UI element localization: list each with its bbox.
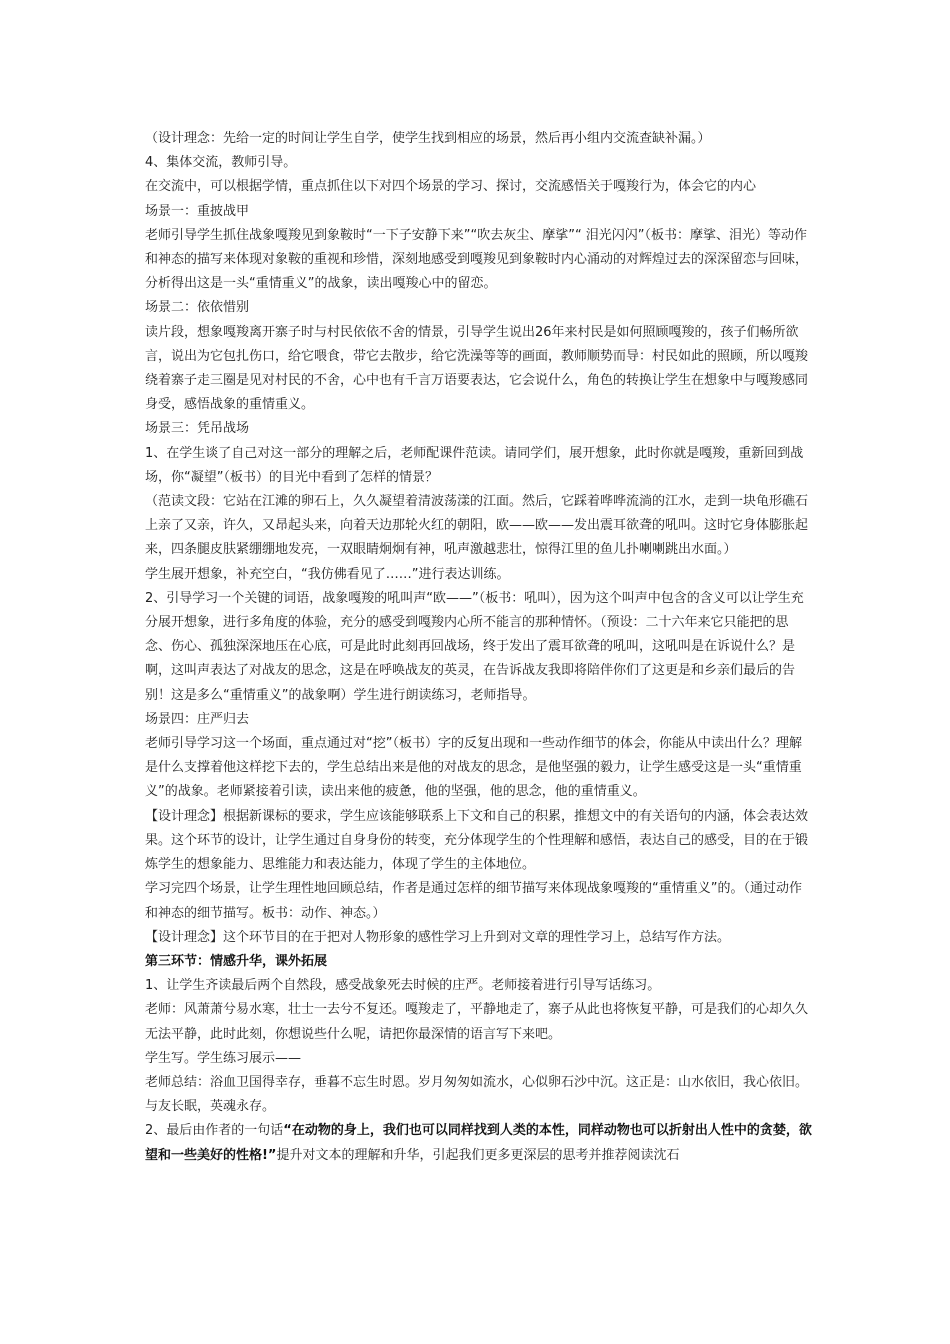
body-paragraph: 学习完四个场景，让学生理性地回顾总结，作者是通过怎样的细节描写来体现战象嘎羧的“重情重义”的。（通过动作和神态的细节描写。板书：动作、神态。） bbox=[145, 881, 802, 921]
final-paragraph-quote: “在动物的身上，我们也可以同样找到人类的本性，同样动物也可以折射出人性中的贪婪，欲望和一些美好的性格!” bbox=[145, 1123, 812, 1163]
reading-excerpt-paragraph: （范读文段：它站在江滩的卵石上，久久凝望着清波荡漾的江面。然后，它踩着哗哗流淌的江水，走到一块龟形礁石上亲了又亲，许久，又昂起头来，向着天边那轮火红的朝阳，欧——欧——发出震耳欲聋的吼叫。这时它身体膨胀起来，四条腿皮肤紧绷绷地发亮，一双眼睛炯炯有神，吼声激越悲壮，惊得江里的鱼儿扑喇喇跳出水面。） bbox=[145, 494, 809, 558]
body-paragraph: 1、在学生谈了自己对这一部分的理解之后，老师配课件范读。请同学们，展开想象，此时你就是嘎羧，重新回到战场，你“凝望”（板书）的目光中看到了怎样的情景？ bbox=[145, 445, 804, 485]
final-paragraph bbox=[145, 1119, 813, 1167]
scene-heading: 场景二：依依惜别 bbox=[145, 300, 250, 316]
final-paragraph-tail: 提升对文本的理解和升华，引起我们更多更深层的思考并推荐阅读沈石 bbox=[276, 1147, 680, 1163]
body-paragraph: 学生写。学生练习展示—— bbox=[145, 1050, 302, 1066]
body-paragraph: 在交流中，可以根据学情，重点抓住以下对四个场景的学习、探讨，交流感悟关于嘎羧行为，体会它的内心 bbox=[145, 179, 757, 195]
design-note-paragraph: （设计理念：先给一定的时间让学生自学，使学生找到相应的场景，然后再小组内交流查缺补漏。） bbox=[145, 131, 711, 146]
step-heading: 4、集体交流，教师引导。 bbox=[145, 155, 297, 171]
scene-heading: 场景三：凭吊战场 bbox=[145, 421, 250, 437]
body-paragraph: 老师引导学生抓住战象嘎羧见到象鞍时“一下子安静下来”“吹去灰尘、摩挲”“ 泪光闪闪”（板书：摩挲、泪光）等动作和神态的描写来体现对象鞍的重视和珍惜，深刻地感受到嘎羧见到象鞍时内心涌动的对辉煌过去的深深留恋与回味，分析得出这是一头“重情重义”的战象，读出嘎羧心中的留恋。 bbox=[145, 227, 809, 292]
scene-heading: 场景四：庄严归去 bbox=[145, 711, 250, 727]
body-paragraph: 学生展开想象，补充空白，“我仿佛看见了……”进行表达训练。 bbox=[145, 566, 510, 582]
body-paragraph: 读片段，想象嘎羧离开寨子时与村民依依不舍的情景，引导学生说出26年来村民是如何照顾嘎羧的，孩子们畅所欲言，说出为它包扎伤口，给它喂食，带它去散步，给它洗澡等等的画面，教师顺势而导：村民如此的照顾，所以嘎羧绕着寨子走三圈是见对村民的不舍，心中也有千言万语要表达，它会说什么，角色的转换让学生在想象中与嘎羧感同身受，感悟战象的重情重义。 bbox=[145, 324, 809, 413]
body-paragraph: 老师引导学习这一个场面，重点通过对“挖”（板书）字的反复出现和一些动作细节的体会，你能从中读出什么？理解是什么支撑着他这样挖下去的，学生总结出来是他的对战友的思念，是他坚强的毅力，让学生感受这是一头“重情重义”的战象。老师紧接着引读，读出来他的疲惫，他的坚强，他的思念，他的重情重义。 bbox=[145, 736, 802, 800]
section-heading: 第三环节：情感升华，课外拓展 bbox=[145, 953, 328, 969]
body-paragraph: 1、让学生齐读最后两个自然段，感受战象死去时候的庄严。老师接着进行引导写话练习。 bbox=[145, 978, 661, 994]
body-paragraph: 老师总结：浴血卫国得幸存，垂暮不忘生时恩。岁月匆匆如流水，心似卵石沙中沉。这正是：山水依旧，我心依旧。与友长眠，英魂永存。 bbox=[145, 1074, 809, 1115]
document-body bbox=[145, 127, 813, 1168]
design-note-paragraph: 【设计理念】根据新课标的要求，学生应该能够联系上下文和自己的积累，推想文中的有关语句的内涵，体会表达效果。这个环节的设计，让学生通过自身身份的转变，充分体现学生的个性理解和感悟，表达自己的感受，目的在于锻炼学生的想象能力、思维能力和表达能力，体现了学生的主体地位。 bbox=[145, 808, 809, 873]
body-paragraph: 老师：风萧萧兮易水寒，壮士一去兮不复还。嘎羧走了，平静地走了，寨子从此也将恢复平静，可是我们的心却久久无法平静，此时此刻，你想说些什么呢，请把你最深情的语言写下来吧。 bbox=[145, 1002, 809, 1042]
final-paragraph-lead: 2、最后由作者的一句话 bbox=[145, 1123, 284, 1139]
design-note-paragraph: 【设计理念】这个环节目的在于把对人物形象的感性学习上升到对文章的理性学习上，总结写作方法。 bbox=[145, 929, 731, 945]
scene-heading: 场景一：重披战甲 bbox=[145, 203, 250, 219]
body-paragraph: 2、引导学习一个关键的词语，战象嘎羧的吼叫声“欧——”（板书：吼叫），因为这个叫声中包含的含义可以让学生充分展开想象，进行多角度的体验，充分的感受到嘎羧内心所不能言的那种情怀。（预设：二十六年来它只能把的思念、伤心、孤独深深地压在心底，可是此时此刻再回战场，终于发出了震耳欲聋的吼叫，这吼叫是在诉说什么？是啊，这叫声表达了对战友的思念，这是在呼唤战友的英灵，在告诉战友我即将陪伴你们了这更是和乡亲们最后的告别！这是多么“重情重义”的战象啊）学生进行朗读练习，老师指导。 bbox=[145, 590, 804, 703]
